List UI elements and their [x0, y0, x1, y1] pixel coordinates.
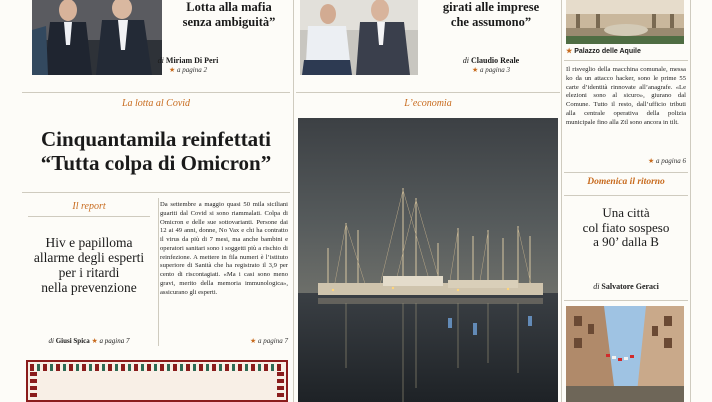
author-name: Giusi Spica	[55, 337, 90, 345]
middle-column	[296, 0, 560, 402]
street-illustration	[566, 306, 684, 402]
officials-illustration	[300, 0, 418, 75]
star-icon: ★	[91, 337, 98, 345]
quote-line: girati alle imprese	[442, 0, 540, 14]
photo-caption: Palazzo delle Aquile	[574, 48, 641, 55]
sport-kicker: Domenica il ritorno	[587, 177, 665, 187]
ad-border-pattern	[277, 372, 284, 400]
star-icon: ★	[169, 66, 176, 74]
top-middle-byline	[422, 56, 560, 65]
page-ref-label: a pagina 7	[258, 337, 288, 345]
star-icon: ★	[566, 48, 573, 55]
city-hall-page-ref	[566, 157, 686, 165]
covid-body: Da settembre a maggio quasi 50 mila siciliani guariti dal Covid si sono riammalati. Colpa di Omicron e delle sue sottovarianti. Persone dai 12 ai 49 anni, donne, No Vax e chi ha contratto il virus da più di 7 mesi, ma anche bambini e operatori sanitari sono i soggetti più a rischio di reinfezione. A mettere in fila numeri è l’istituto superiore di Sanità che ha registrato il 3,9 per cento di riscontagiati. «Ma i casi sono meno gravi, merito della memoria immunologica», assicurano gli esperti.	[160, 201, 288, 296]
headline-line: col fiato sospeso	[582, 219, 670, 235]
headline-line: Hiv e papilloma	[45, 235, 133, 250]
section-rule	[564, 60, 688, 61]
section-rule	[296, 92, 560, 93]
star-icon: ★	[472, 66, 479, 74]
ad-border-pattern	[30, 372, 37, 400]
right-column	[564, 0, 688, 402]
star-icon: ★	[648, 157, 655, 165]
covid-page-ref	[160, 337, 288, 345]
quote-line: Lotta alla mafia	[186, 0, 272, 14]
quote-line: che assumono”	[450, 15, 532, 29]
author-name: Salvatore Geraci	[601, 282, 659, 291]
headline-line: allarme degli esperti	[33, 250, 145, 266]
section-rule	[564, 300, 688, 301]
headline-line: per i ritardi	[58, 265, 120, 281]
officials-photo	[300, 0, 418, 75]
headline-line: “Tutta colpa di Omicron”	[40, 150, 272, 175]
top-left-quote	[168, 0, 290, 30]
headline-line: Una città	[602, 205, 650, 220]
byline-prefix: di	[462, 56, 469, 65]
section-rule	[22, 92, 290, 93]
ornamental-ad	[26, 360, 288, 402]
star-icon: ★	[250, 337, 257, 345]
covid-kicker: La lotta al Covid	[121, 98, 191, 109]
author-name: Claudio Reale	[471, 56, 520, 65]
street-photo	[566, 306, 684, 402]
author-name: Miriam Di Peri	[165, 56, 219, 65]
column-rule	[690, 0, 691, 402]
column-rule	[293, 0, 294, 402]
page-ref-label: a pagina 6	[656, 157, 686, 165]
ad-border-pattern	[30, 364, 284, 371]
headline-line: a 90’ dalla B	[593, 234, 659, 250]
palace-caption	[566, 47, 641, 55]
city-hall-body: Il risveglio della macchina comunale, messa ko da un attacco hacker, sono le prime 55 carte d’identità rinnovate all’anagrafe. «Le elezioni sono al sicuro», giurano dal Comune. Tutto il resto, dall’ufficio tributi alla centrale operativa della polizia municipale fino alla Ztl sono ancora in tilt.	[566, 66, 686, 126]
harbor-illustration	[298, 118, 558, 402]
harbor-photo	[298, 118, 558, 402]
sport-byline	[564, 282, 688, 291]
column-rule	[158, 198, 159, 346]
palace-illustration	[566, 0, 684, 44]
page-ref-label: a pagina 3	[480, 66, 510, 74]
byline-prefix: di	[48, 337, 54, 345]
section-rule	[22, 192, 290, 193]
report-byline	[22, 337, 156, 345]
section-rule	[28, 216, 150, 217]
quote-line: senza ambiguità”	[182, 15, 276, 29]
section-rule	[564, 195, 688, 196]
covid-headline	[22, 128, 290, 175]
sport-headline	[564, 206, 688, 250]
top-middle-quote	[422, 0, 560, 30]
page-ref-label: a pagina 7	[99, 337, 130, 345]
headline-line: Cinquantamila reinfettati	[40, 127, 272, 151]
left-column	[22, 0, 290, 402]
top-left-byline	[86, 56, 290, 65]
section-rule	[564, 172, 688, 173]
byline-prefix: di	[593, 282, 600, 291]
report-headline	[22, 235, 156, 295]
palace-photo	[566, 0, 684, 44]
page-ref-label: a pagina 2	[177, 66, 207, 74]
economia-kicker: L’economia	[404, 98, 452, 109]
top-middle-page-ref	[422, 66, 560, 74]
headline-line: nella prevenzione	[41, 280, 137, 296]
byline-prefix: di	[157, 56, 164, 65]
report-kicker: Il report	[72, 201, 106, 212]
top-left-page-ref	[86, 66, 290, 74]
column-rule	[561, 0, 562, 402]
